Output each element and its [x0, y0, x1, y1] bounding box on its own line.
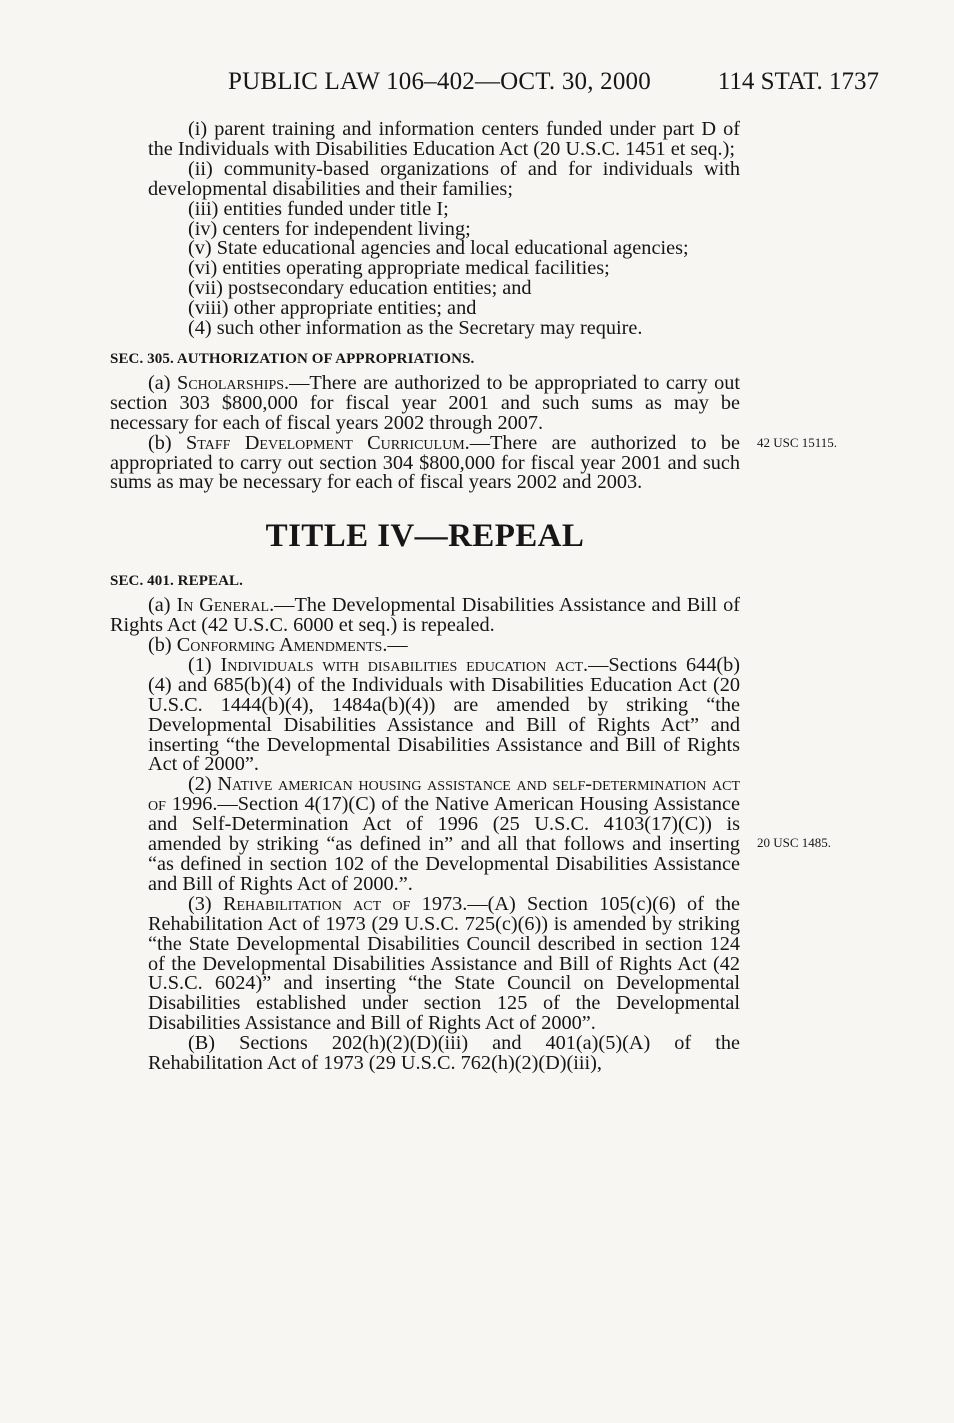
sec401-b-label: (b): [148, 634, 177, 657]
sec305-a-label: (a): [148, 371, 178, 394]
sec401-paragraph-3B: (B) Sections 202(h)(2)(D)(iii) and 401(a)(5)(A) of the Rehabilitation Act of 1973 (29 U.S.C. 762(h)(2)(D)(iii),: [148, 1032, 740, 1075]
sec401-paragraph-1: [110, 653, 741, 776]
list-item-vii: (vii) postsecondary education entities; and: [188, 277, 532, 300]
sec305-subsection-b: [110, 431, 740, 494]
margin-note-usc1485: 20 USC 1485.: [757, 835, 832, 850]
sec401-subsection-b: [110, 636, 740, 656]
list-item-v: (v) State educational agencies and local educational agencies;: [188, 237, 689, 260]
sec401-subsection-a: [110, 596, 740, 636]
p3-caption: Rehabilitation act of 1973: [222, 892, 463, 915]
list-item-i: (i) parent training and information centers funded under part D of the Individuals with Disabilities Education Act (20 U.S.C. 1451 et seq.);: [148, 118, 740, 160]
p3-text: .—(A) Section 105(c)(6) of the Rehabilitation Act of 1973 (29 U.S.C. 725(c)(6)) is amended by striking “the State Developmental Disabilities Council described in section 124 of the Developmental Disabilities Assistance and Bill of Rights Act (42 U.S.C. 6024)” and inserting “the State Council on Developmental Disabilities established under section 125 of the Developmental Disabilities Assistance and Bill of Rights Act of 2000”.: [148, 892, 741, 1035]
sec401-a-label: (a): [148, 594, 177, 617]
list-item-iii: (iii) entities funded under title I;: [188, 197, 449, 220]
paragraph-4: (4) such other information as the Secretary may require.: [188, 317, 643, 340]
p3-label: (3): [188, 892, 223, 915]
header-title: PUBLIC LAW 106–402—OCT. 30, 2000: [228, 68, 651, 95]
running-header: [228, 68, 879, 98]
list-item-vi: (vi) entities operating appropriate medical facilities;: [188, 257, 610, 280]
p2-text: .—Section 4(17)(C) of the Native American Housing Assistance and Self-Determination Act of 1996 (25 U.S.C. 4103(17)(C)) is amended by striking “as defined in” and all that follows and inserting “as defined in section 102 of the Developmental Disabilities Assistance and Bill of Rights Act of 2000.”.: [148, 793, 740, 895]
sec401-b-caption: Conforming Amendments: [176, 634, 383, 657]
sec305-a-text: .—There are authorized to be appropriated to carry out section 303 $800,000 for fiscal year 2001 and such sums as may be necessary for each of fiscal years 2002 through 2007.: [110, 371, 740, 434]
header-stat-page: 114 STAT. 1737: [717, 68, 879, 95]
title-iv-heading: TITLE IV—REPEAL: [265, 518, 585, 555]
sec401-paragraph-2: [110, 775, 740, 894]
sec305-b-label: (b): [148, 431, 187, 454]
p2-caption: Native american housing assistance and self-determination act of 1996: [148, 773, 741, 816]
p1-text: .—Sections 644(b)(4) and 685(b)(4) of the Individuals with Disabilities Education Act (20 U.S.C. 1444(b)(4), 1484a(b)(4)) are amended by striking “the Developmental Disabilities Assistance and Bill of Rights Act” and inserting “the Developmental Disabilities Assistance and Bill of Rights Act of 2000”.: [148, 653, 741, 776]
section-401-heading: SEC. 401. REPEAL.: [110, 573, 243, 590]
p2-label: (2): [188, 773, 218, 796]
p1-label: (1): [188, 653, 221, 676]
sec305-subsection-a: [110, 371, 740, 434]
list-item-iv: (iv) centers for independent living;: [188, 217, 471, 240]
sec401-a-caption: In General: [176, 594, 270, 617]
document-body: [110, 120, 740, 1074]
sec305-b-text: .—There are authorized to be appropriated to carry out section 304 $800,000 for fiscal year 2001 and such sums as may be necessary for each of fiscal years 2002 and 2003.: [110, 431, 740, 494]
section-305-heading: SEC. 305. AUTHORIZATION OF APPROPRIATIONS.: [110, 350, 475, 367]
p1-caption: Individuals with disabilities education act: [220, 653, 584, 676]
list-item-ii: (ii) community-based organizations of and for individuals with developmental disabilities and their families;: [148, 157, 740, 200]
sec401-b-text: .—: [382, 634, 408, 657]
margin-note-sec305: 42 USC 15115.: [757, 435, 838, 450]
sec305-b-caption: Staff Development Curriculum: [186, 431, 465, 454]
list-item-viii: (viii) other appropriate entities; and: [188, 297, 477, 320]
sec305-a-caption: Scholarships: [177, 371, 285, 394]
sec401-paragraph-3: [110, 892, 741, 1035]
sec401-a-text: .—The Developmental Disabilities Assistance and Bill of Rights Act (42 U.S.C. 6000 et seq.) is repealed.: [110, 594, 740, 637]
